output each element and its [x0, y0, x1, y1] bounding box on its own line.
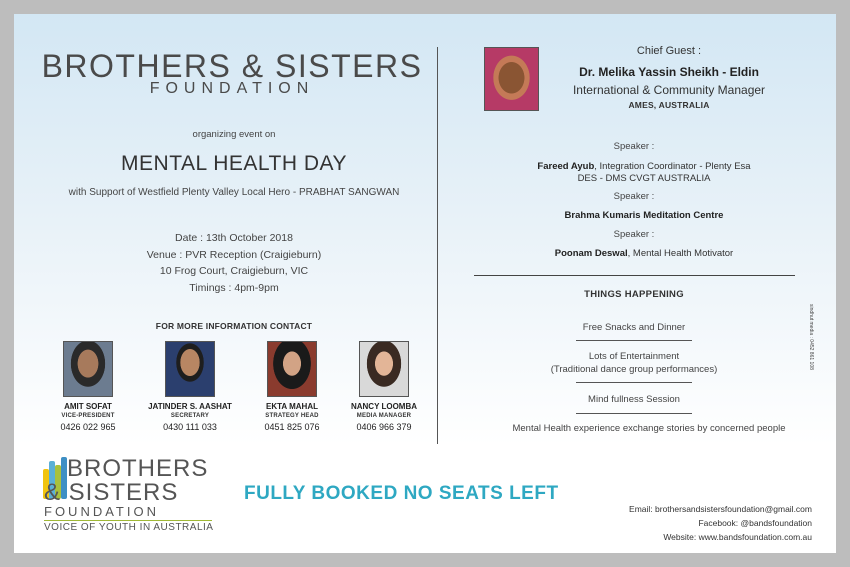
- contact-info: [574, 502, 812, 544]
- team-member: [242, 341, 342, 432]
- event-venue: Venue : PVR Reception (Craigieburn): [146, 248, 322, 261]
- activity-divider: [576, 382, 692, 383]
- event-timings: Timings : 4pm-9pm: [189, 281, 279, 294]
- member-name: JATINDER S. AASHAT: [148, 402, 232, 411]
- chief-guest-location: AMES, AUSTRALIA: [628, 100, 710, 110]
- activity-item: Free Snacks and Dinner: [582, 322, 686, 333]
- chief-guest-name: Dr. Melika Yassin Sheikh - Eldin: [579, 65, 759, 79]
- event-intro: organizing event on: [192, 129, 276, 140]
- speaker-3: [454, 248, 834, 259]
- member-role: MEDIA MANAGER: [356, 413, 412, 419]
- speaker-1-org: DES - DMS CVGT AUSTRALIA: [577, 173, 711, 184]
- speaker-label: Speaker :: [613, 229, 655, 240]
- speaker-name: Poonam Deswal: [554, 248, 628, 259]
- contact-email: Email: brothersandsistersfoundation@gmail.com: [629, 504, 812, 514]
- closing-line: Mental Health experience exchange stories by concerned people: [512, 423, 786, 434]
- speaker-name: Brahma Kumaris Meditation Centre: [564, 210, 724, 221]
- speaker-label: Speaker :: [613, 191, 655, 202]
- media-credit: sindhut media : 0452 861 108: [808, 304, 814, 370]
- things-heading: THINGS HAPPENING: [584, 289, 684, 300]
- activity-divider: [576, 413, 692, 414]
- section-divider: [474, 275, 795, 276]
- event-address: 10 Frog Court, Craigieburn, VIC: [159, 265, 309, 277]
- team-list: [32, 341, 442, 441]
- event-support: with Support of Westfield Plenty Valley Local Hero - PRABHAT SANGWAN: [68, 187, 400, 198]
- activity-divider: [576, 340, 692, 341]
- speaker-2: [454, 210, 834, 221]
- member-name: AMIT SOFAT: [64, 402, 112, 411]
- member-phone: 0406 966 379: [356, 422, 412, 432]
- speaker-1: [454, 161, 834, 172]
- org-title: BROTHERS & SISTERS: [41, 48, 423, 84]
- activity-item: Lots of Entertainment: [588, 351, 680, 362]
- flyer: [14, 14, 836, 553]
- booked-banner: FULLY BOOKED NO SEATS LEFT: [244, 483, 559, 504]
- contact-facebook: Facebook: @bandsfoundation: [698, 518, 812, 528]
- logo-text-line2: & SISTERS: [44, 479, 179, 506]
- speaker-desc: , Mental Health Motivator: [627, 248, 734, 259]
- member-role: VICE-PRESIDENT: [61, 413, 115, 419]
- member-role: SECRETARY: [170, 413, 210, 419]
- activity-item-note: (Traditional dance group performances): [550, 364, 718, 375]
- member-phone: 0426 022 965: [60, 422, 116, 432]
- speaker-label: Speaker :: [613, 141, 655, 152]
- event-title: MENTAL HEALTH DAY: [121, 152, 347, 175]
- speaker-desc: , Integration Coordinator - Plenty Esa: [594, 161, 751, 172]
- activity-item: Mind fullness Session: [588, 394, 680, 405]
- member-photo: [267, 341, 317, 397]
- member-phone: 0430 111 033: [163, 422, 217, 432]
- logo-rule: [44, 520, 212, 521]
- team-member: [38, 341, 138, 432]
- logo-text-line3: FOUNDATION: [44, 504, 159, 519]
- contacts-heading: FOR MORE INFORMATION CONTACT: [155, 321, 313, 331]
- member-photo: [359, 341, 409, 397]
- column-divider: [437, 47, 438, 444]
- contact-website: Website: www.bandsfoundation.com.au: [663, 532, 812, 542]
- member-photo: [63, 341, 113, 397]
- team-member: [140, 341, 240, 432]
- member-name: EKTA MAHAL: [266, 402, 318, 411]
- member-role: STRATEGY HEAD: [265, 413, 319, 419]
- chief-guest-label: Chief Guest :: [636, 45, 702, 57]
- chief-guest-photo: [484, 47, 539, 111]
- member-phone: 0451 825 076: [264, 422, 320, 432]
- speaker-name: Fareed Ayub: [537, 161, 595, 172]
- logo-text-line1: BROTHERS: [67, 455, 209, 482]
- chief-guest-role: International & Community Manager: [572, 83, 766, 97]
- logo-tagline: VOICE OF YOUTH IN AUSTRALIA: [44, 522, 214, 533]
- member-name: NANCY LOOMBA: [350, 402, 418, 411]
- member-photo: [165, 341, 215, 397]
- event-date: Date : 13th October 2018: [175, 232, 293, 244]
- event-details: [104, 230, 364, 296]
- team-member: [334, 341, 434, 432]
- org-subtitle: FOUNDATION: [149, 80, 315, 97]
